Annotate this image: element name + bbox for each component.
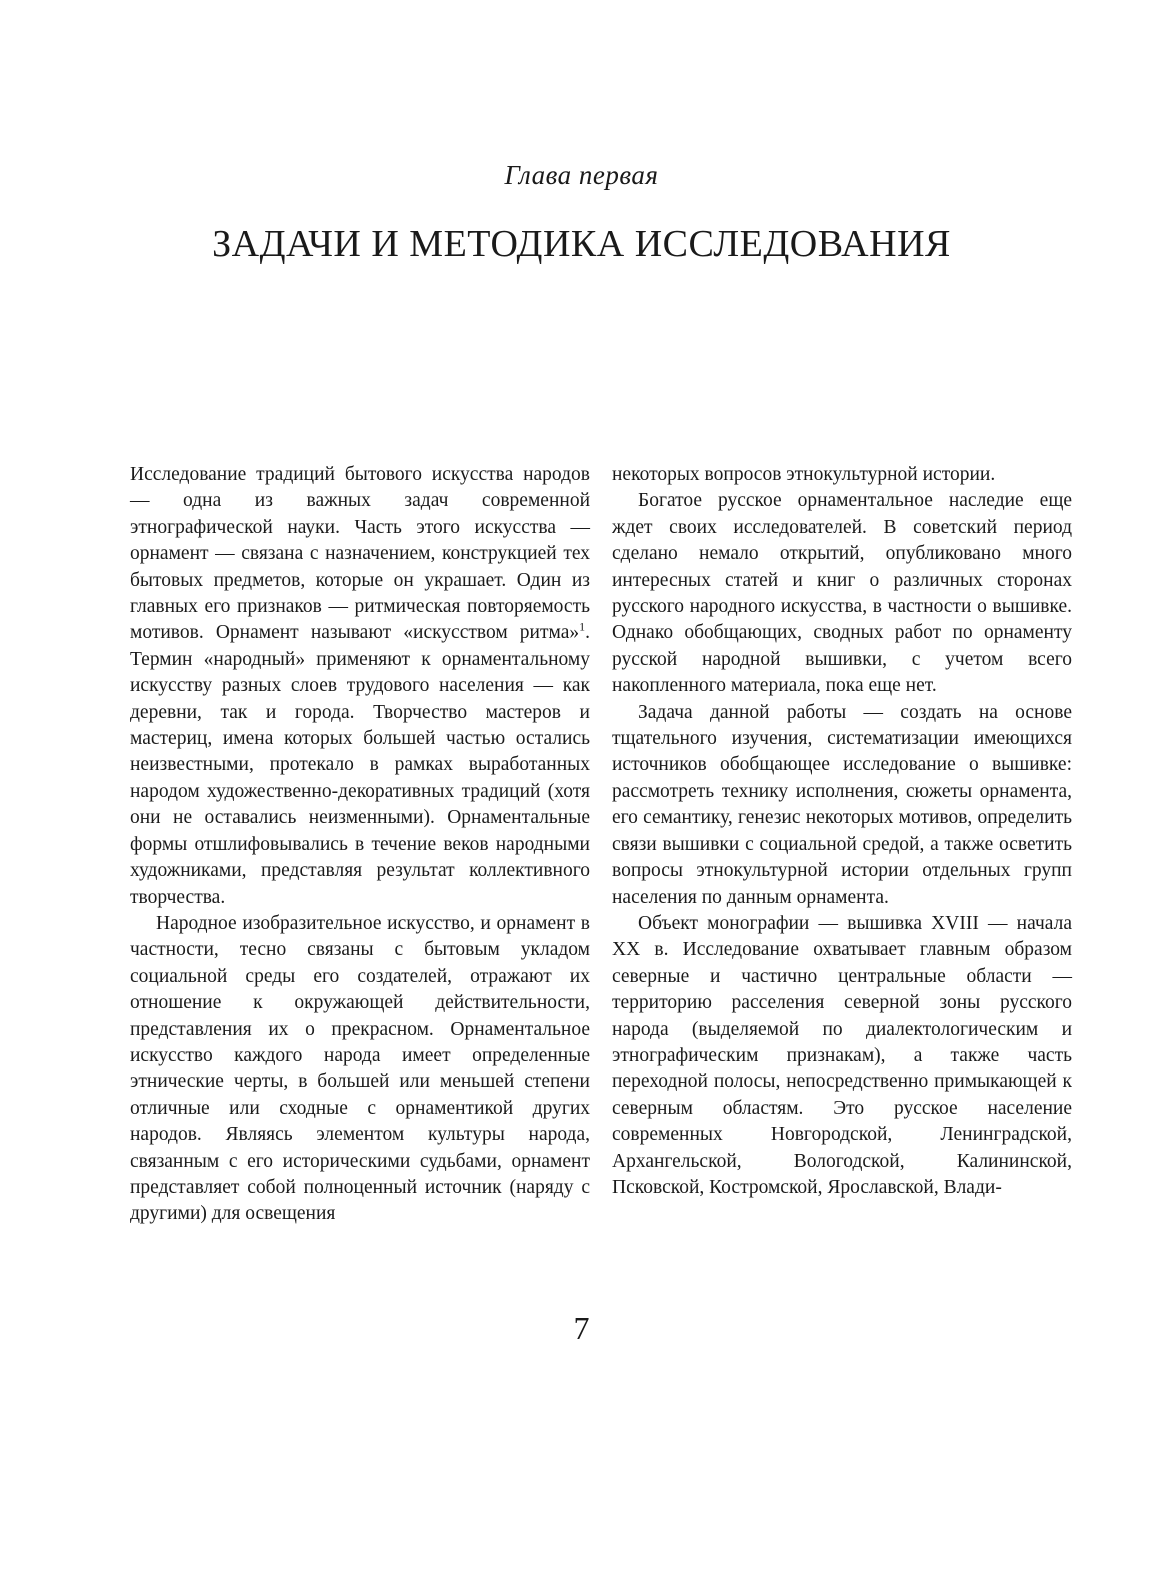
paragraph-5: Объект монографии — вышивка XVIII — начала XX в. Исследование охватывает главным образом северные и частично центральные области — территорию расселения северной зоны русского народа (выделяемой по диалектологическим и этнографическим признакам), а также часть переходной полосы, непосредственно примыкающей к северным областям. Это русское население современных Новгородской, Ленинградской, Архангельской, Вологодской, Калининской, Псковской, Костромской, Ярославской, Влади- (612, 912, 1072, 1198)
page-number: 7 (573, 1310, 590, 1346)
left-column (130, 462, 590, 1228)
paragraph-4: Задача данной работы — создать на основе тщательного изучения, систематизации имеющихся источников обобщающее исследование о вышивке: рассмотреть технику исполнения, сюжеты орнамента, его семантику, генезис некоторых мотивов, определить связи вышивки с социальной средой, а также осветить вопросы этнокультурной истории отдельных групп населения по данным орнамента. (612, 701, 1072, 908)
paragraph-1-text-b: . Термин «народный» применяют к орнаментальному искусству разных слоев трудового населения — как деревни, так и города. Творчество мастеров и мастериц, имена которых большей частью остались неизвестными, протекало в рамках выработанных народом художественно-декоративных традиций (хотя они не оставались неизменными). Орнаментальные формы отшлифовывались в течение веков народными художниками, представляя результат коллективного творчества. (130, 622, 590, 908)
paragraph-3: Богатое русское орнаментальное наследие еще ждет своих исследователей. В советский период сделано немало открытий, опубликовано много интересных статей и книг о различных сторонах русского народного искусства, в частности о вышивке. Однако обобщающих, сводных работ по орнаменту русской народной вышивки, с учетом всего накопленного материала, пока еще нет. (612, 490, 1072, 697)
paragraph-1 (130, 462, 590, 911)
right-column (612, 462, 1072, 1201)
footnote-reference: 1 (579, 619, 586, 634)
paragraph-2: Народное изобразительное искусство, и орнамент в частности, тесно связаны с бытовым укладом социальной среды его создателей, отражают их отношение к окружающей действительности, представления их о прекрасном. Орнаментальное искусство каждого народа имеет определенные этнические черты, в большей или меньшей степени отличные или сходные с орнаментикой других народов. Являясь элементом культуры народа, связанным с его историческими судьбами, орнамент представляет собой полноценный источник (наряду с другими) для освещения (130, 912, 590, 1225)
paragraph-1-text-a: Исследование традиций бытового искусства народов — одна из важных задач современной этнографической науки. Часть этого искусства — орнамент — связана с назначением, конструкцией тех бытовых предметов, которые он украшает. Один из главных его признаков — ритмическая повторяемость мотивов. Орнамент называют «искусством ритма» (130, 464, 590, 644)
chapter-title: ЗАДАЧИ И МЕТОДИКА ИССЛЕДОВАНИЯ (212, 223, 951, 265)
chapter-label: Глава первая (504, 160, 659, 190)
paragraph-continued: некоторых вопросов этнокультурной истории. (612, 464, 996, 485)
